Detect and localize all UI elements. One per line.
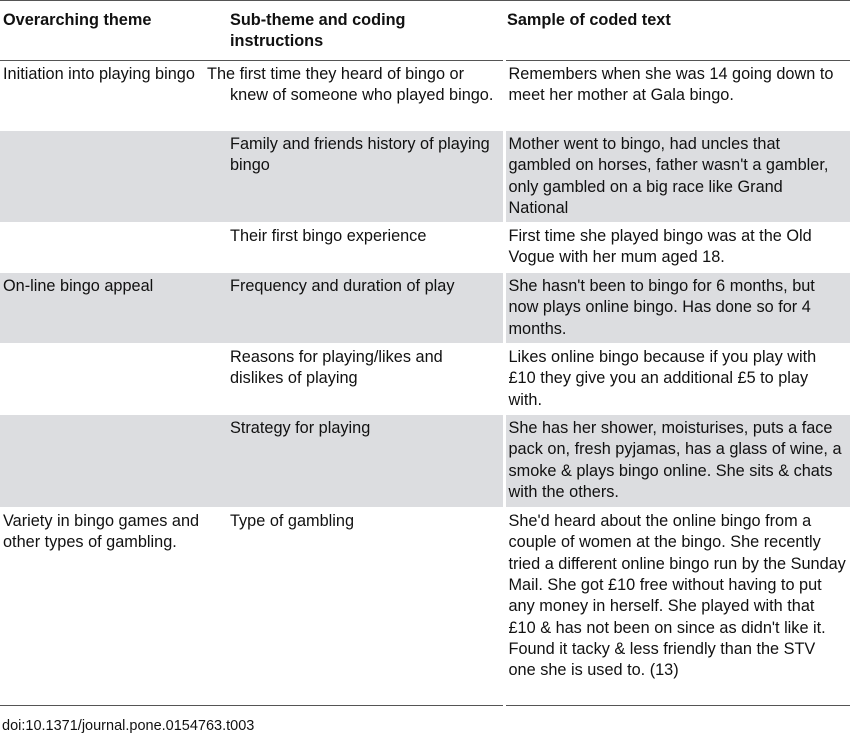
header-row: [0, 1, 850, 61]
subtheme-cell: The first time they heard of bingo or knew of someone who played bingo.: [227, 61, 504, 131]
sample-cell: She hasn't been to bingo for 6 months, but now plays online bingo. Has done so for 4 months.: [504, 273, 850, 344]
table-row: [0, 61, 850, 131]
subtheme-cell: Frequency and duration of play: [227, 273, 504, 344]
table-row: [0, 415, 850, 508]
subtheme-cell: Strategy for playing: [227, 415, 504, 508]
sample-cell: She'd heard about the online bingo from a couple of women at the bingo. She recently tried a different online bingo run by the Sunday Mail. She got £10 free without having to put any money in herself. She played with that £10 & has not been on since as didn't like it. Found it tacky & less friendly than the STV one she is used to. (13): [504, 508, 850, 706]
table-row: [0, 131, 850, 223]
header-overarching-theme: Overarching theme: [0, 1, 227, 61]
sample-cell: She has her shower, moisturises, puts a face pack on, fresh pyjamas, has a glass of wine, a smoke & plays bingo online. She sits & chats with the others.: [504, 415, 850, 508]
table-row: [0, 273, 850, 344]
table-row: [0, 508, 850, 706]
theme-cell: [0, 344, 227, 415]
sample-cell: Likes online bingo because if you play with £10 they give you an additional £5 to play with.: [504, 344, 850, 415]
sample-cell: Remembers when she was 14 going down to meet her mother at Gala bingo.: [504, 61, 850, 131]
subtheme-cell: Type of gambling: [227, 508, 504, 706]
subtheme-cell: Family and friends history of playing bingo: [227, 131, 504, 223]
theme-cell: Initiation into playing bingo: [0, 61, 227, 131]
header-sub-theme: Sub-theme and coding instructions: [227, 1, 504, 61]
theme-cell: Variety in bingo games and other types of gambling.: [0, 508, 227, 706]
theme-cell: On-line bingo appeal: [0, 273, 227, 344]
subtheme-cell: Their first bingo experience: [227, 223, 504, 273]
subtheme-cell: Reasons for playing/likes and dislikes of playing: [227, 344, 504, 415]
header-sample-text: Sample of coded text: [504, 1, 850, 61]
theme-cell: [0, 415, 227, 508]
sample-cell: Mother went to bingo, had uncles that gambled on horses, father wasn't a gambler, only gambled on a big race like Grand National: [504, 131, 850, 223]
theme-cell: [0, 131, 227, 223]
table-row: [0, 344, 850, 415]
sample-cell: First time she played bingo was at the Old Vogue with her mum aged 18.: [504, 223, 850, 273]
doi-caption: doi:10.1371/journal.pone.0154763.t003: [2, 718, 255, 734]
theme-cell: [0, 223, 227, 273]
table-row: [0, 223, 850, 273]
